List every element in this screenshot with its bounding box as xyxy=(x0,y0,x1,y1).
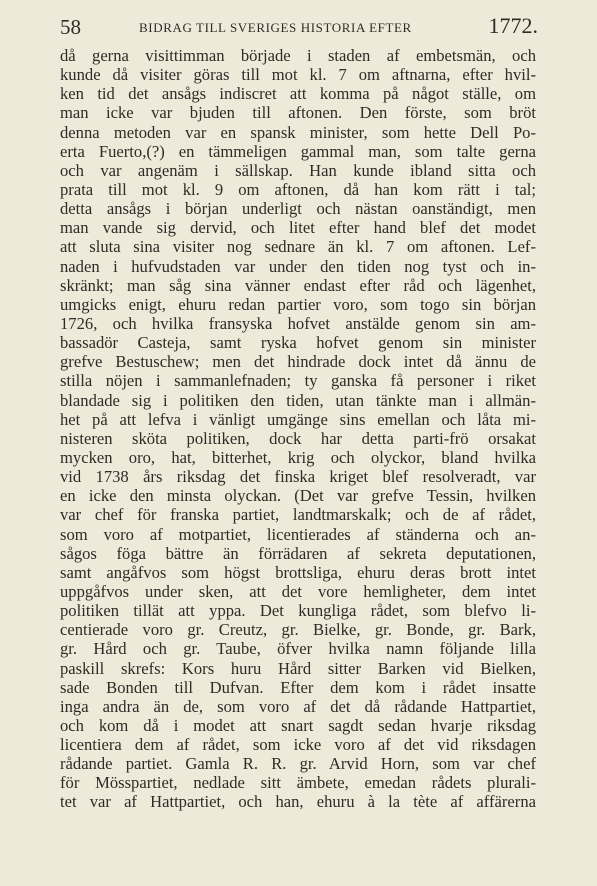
text-line: nisteren sköta politiken, dock har detta parti-frö orsakat xyxy=(60,428,536,448)
text-line: prata till mot kl. 9 om aftonen, då han kom rätt i tal; xyxy=(60,179,536,199)
text-line: samt angåfvos som högst brottsliga, ehuru deras brott intet xyxy=(60,562,536,582)
text-line: inga andra än de, som voro af det då rådande Hattpartiet, xyxy=(60,696,536,716)
text-line: paskill skrefs: Kors huru Hård sitter Barken vid Bielken, xyxy=(60,658,536,678)
running-title: BIDRAG TILL SVERIGES HISTORIA EFTER xyxy=(139,20,412,35)
text-line: som voro af motpartiet, licentierades af ständerna och an- xyxy=(60,524,536,544)
text-line: stilla nöjen i sammanlefnaden; ty ganska få personer i riket xyxy=(60,371,536,391)
text-line: grefve Bestuschew; men det hindrade dock intet då ännu de xyxy=(60,352,536,372)
text-line: vid 1738 års riksdag det finska kriget blef resolveradt, var xyxy=(60,467,536,487)
page-header xyxy=(60,14,538,40)
text-line: bassadör Casteja, samt ryska hofvet genom sin minister xyxy=(60,333,536,353)
body-text xyxy=(60,46,536,812)
text-line: var chef för franska partiet, landtmarskalk; och de af rådet, xyxy=(60,505,536,525)
text-line: kunde då visiter göras till mot kl. 7 om aftnarna, efter hvil- xyxy=(60,65,536,85)
text-line: tet var af Hattpartiet, och han, ehuru à la tète af affärerna xyxy=(60,792,536,812)
text-line: man vande sig dervid, och litet efter hand blef det modet xyxy=(60,218,536,238)
text-line: 1726, och hvilka fransyska hofvet anstälde genom sin am- xyxy=(60,313,536,333)
page-number: 58 xyxy=(60,15,81,39)
text-line: man icke var bjuden till aftonen. Den förste, som bröt xyxy=(60,103,536,123)
text-line: för Mösspartiet, nedlade sitt ämbete, emedan rådets plurali- xyxy=(60,773,536,793)
text-line: en icke den minsta olyckan. (Det var grefve Tessin, hvilken xyxy=(60,486,536,506)
running-year: 1772. xyxy=(488,13,538,38)
text-line: centierade voro gr. Creutz, gr. Bielke, gr. Bonde, gr. Bark, xyxy=(60,620,536,640)
text-line: rådande partiet. Gamla R. R. gr. Arvid Horn, som var chef xyxy=(60,754,536,774)
text-line: licentiera dem af rådet, som icke voro af det vid riksdagen xyxy=(60,735,536,755)
text-line: att sluta sina visiter nog sednare än kl. 7 om aftonen. Lef- xyxy=(60,237,536,257)
text-line: skränkt; man såg sina vänner endast efter råd och lägenhet, xyxy=(60,275,536,295)
text-line: politiken tillät att yppa. Det kungliga rådet, som blefvo li- xyxy=(60,601,536,621)
text-line: uppgåfvos under sken, att det vore hemligheter, dem intet xyxy=(60,581,536,601)
text-line: denna metoden var en spansk minister, som hette Dell Po- xyxy=(60,122,536,142)
text-line: och var angenäm i sällskap. Han kunde ibland sitta och xyxy=(60,160,536,180)
text-line: naden i hufvudstaden var under den tiden nog tyst och in- xyxy=(60,256,536,276)
text-line: blandade sig i politiken den tiden, utan tänkte man i allmän- xyxy=(60,390,536,410)
text-line: detta ansågs i början underligt och nästan oanständigt, men xyxy=(60,199,536,219)
text-line: då gerna visittimman började i staden af embetsmän, och xyxy=(60,46,536,65)
text-line: ken tid det ansågs indiscret att komma på något ställe, om xyxy=(60,84,536,104)
text-line: umgicks enigt, ehuru redan partier voro, som togo sin början xyxy=(60,294,536,314)
text-line: sade Bonden till Dufvan. Efter dem kom i rådet insatte xyxy=(60,677,536,697)
text-line: sågos föga bättre än förrädaren af sekreta deputationen, xyxy=(60,543,536,563)
text-line: gr. Hård och gr. Taube, öfver hvilka namn följande lilla xyxy=(60,639,536,659)
text-line: och kom då i modet att snart sagdt sedan hvarje riksdag xyxy=(60,715,536,735)
text-line: mycken oro, hat, bitterhet, krig och olyckor, bland hvilka xyxy=(60,447,536,467)
text-line: erta Fuerto,(?) en tämmeligen gammal man, som talte gerna xyxy=(60,141,536,161)
text-line: het på att lefva i vänligt umgänge sins emellan och låta mi- xyxy=(60,409,536,429)
